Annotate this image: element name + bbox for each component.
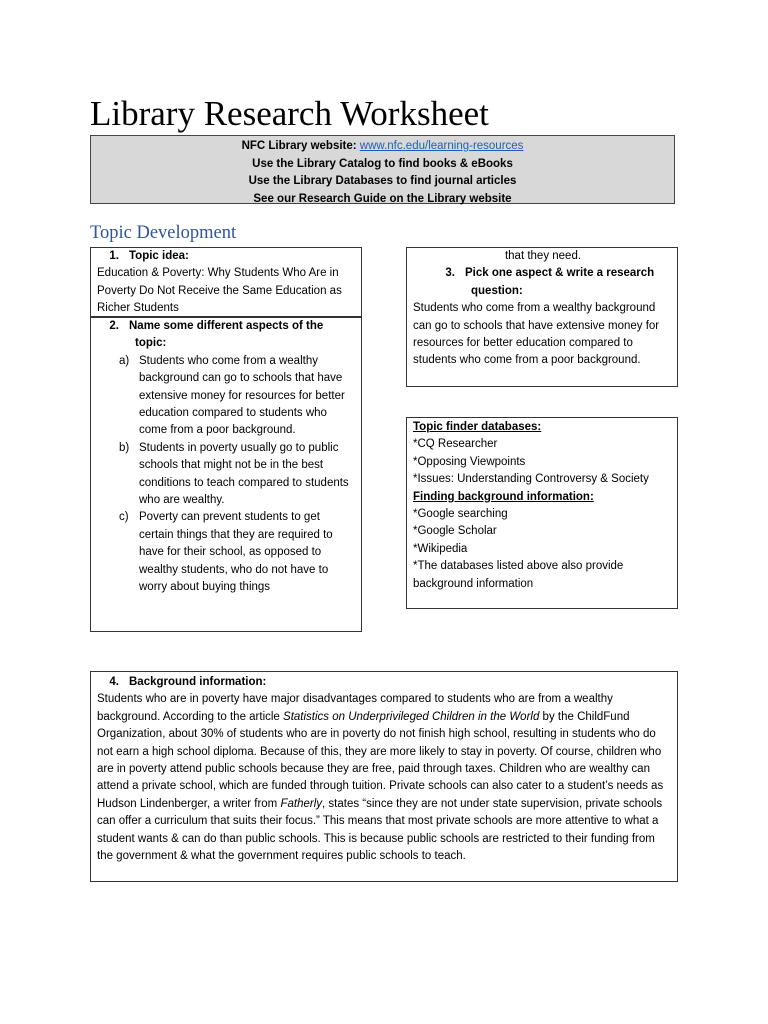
library-website-line <box>91 138 674 156</box>
background-text-part: , states “since they are not under state supervision, private schools can offer a curriculum that suits their focus.” This means that most private schools are more attentive to what a student wants & can do than public schools. This is because public schools are restricted to their funding from the government & what the government requires public schools to teach. <box>97 797 663 863</box>
research-question-header <box>413 265 673 300</box>
background-text-part: Students who are in poverty have major disadvantages compared to students who are from a wealthy background. According to the article <box>97 693 613 723</box>
aspect-item-a <box>97 353 357 440</box>
aspect-item-c <box>97 509 357 596</box>
topic-idea-text: Education & Poverty: Why Students Who Are in Poverty Do Not Receive the Same Education as Richer Students <box>97 267 342 315</box>
research-question-box <box>406 247 678 387</box>
aspect-text: Students in poverty usually go to public schools that might not be in the best conditions to teach compared to students who are wealthy. <box>139 441 349 507</box>
aspects-continuation-text: that they need. <box>504 250 582 262</box>
library-databases-line: Use the Library Databases to find journal articles <box>248 175 517 187</box>
publication-name: Fatherly <box>280 797 323 810</box>
database-item: *Opposing Viewpoints <box>413 455 526 468</box>
topic-idea-header <box>97 248 357 265</box>
background-information-number: 4. <box>109 676 119 688</box>
aspect-item-b <box>97 440 357 510</box>
database-item: *CQ Researcher <box>413 438 498 451</box>
database-item: *Issues: Understanding Controversy & Society <box>413 473 649 486</box>
aspect-marker: b) <box>119 441 130 454</box>
page-title: Library Research Worksheet <box>90 94 489 133</box>
aspects-box <box>90 317 362 632</box>
topic-idea-label: Topic idea: <box>129 250 189 262</box>
background-source-item: *The databases listed above also provide background information <box>413 560 624 590</box>
aspect-text: Students who come from a wealthy background can go to schools that have extensive money for resources for better education compared to students who come from a poor background. <box>139 354 345 437</box>
research-question-label: Pick one aspect & write a research question: <box>465 267 655 297</box>
background-text-part: by the ChildFund Organization, about 30% of students who are in poverty do not finish high school, resulting in students who do not earn a high school diploma. Because of this, they are more likely to stay in poverty. Of course, children who are in poverty attend public schools because they are free, paid through taxes. Children who are wealthy can attend a private school, which are funded through tuition. Private schools can also cater to a student’s needs as Hudson Lindenberger, a writer from <box>97 710 664 810</box>
research-guide-line: See our Research Guide on the Library website <box>253 192 512 205</box>
aspects-number: 2. <box>109 320 119 332</box>
aspects-label: Name some different aspects of the topic: <box>129 320 324 350</box>
background-source-item: *Wikipedia <box>413 542 468 555</box>
topic-development-heading: Topic Development <box>90 223 237 243</box>
library-website-link[interactable]: www.nfc.edu/learning-resources <box>359 140 524 152</box>
background-information-box <box>90 671 678 882</box>
background-source-item: *Google Scholar <box>413 525 497 538</box>
research-question-number: 3. <box>445 267 455 280</box>
topic-idea-box <box>90 247 362 317</box>
databases-box <box>406 417 678 609</box>
library-website-label: NFC Library website: <box>241 140 357 152</box>
topic-idea-number: 1. <box>109 250 119 262</box>
aspect-text: Poverty can prevent students to get certain things that they are required to have for their school, as opposed to wealthy students, who do not have to worry about buying things <box>139 511 333 594</box>
aspect-marker: a) <box>119 354 130 367</box>
aspect-marker: c) <box>119 511 129 524</box>
library-info-box <box>90 135 675 204</box>
background-information-header <box>97 674 672 691</box>
article-title: Statistics on Underprivileged Children in the World <box>283 710 540 723</box>
topic-finder-heading: Topic finder databases: <box>413 421 542 433</box>
aspects-header <box>97 318 357 353</box>
background-sources-heading: Finding background information: <box>413 490 594 503</box>
research-question-text: Students who come from a wealthy background can go to schools that have extensive money for resources for better education compared to students who come from a poor background. <box>413 302 660 367</box>
background-information-label: Background information: <box>129 676 267 688</box>
background-information-text <box>97 691 672 865</box>
background-source-item: *Google searching <box>413 508 508 521</box>
library-catalog-line: Use the Library Catalog to find books & eBooks <box>252 157 513 170</box>
